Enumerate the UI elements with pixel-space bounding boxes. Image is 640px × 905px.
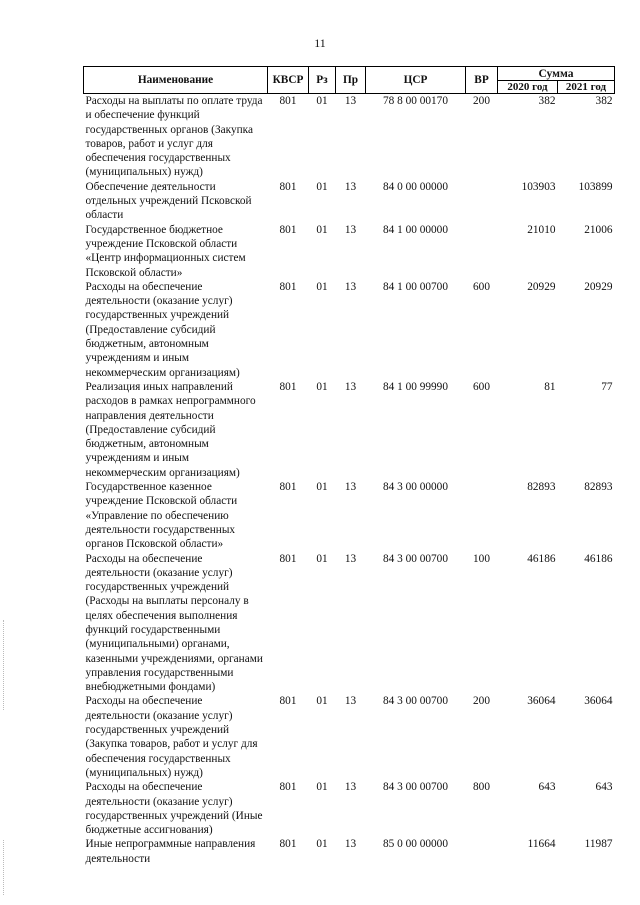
header-year-2021: 2021 год: [558, 81, 615, 94]
row-sum-2021: 103899: [578, 180, 613, 193]
row-kvsr: 801: [279, 380, 297, 393]
row-sum-2020: 36064: [527, 695, 556, 708]
header-csr: ЦСР: [366, 67, 466, 94]
row-pr: 13: [344, 552, 357, 565]
row-rz: 01: [316, 695, 328, 708]
row-sum-2020: 103903: [521, 180, 556, 193]
table-row: [84, 694, 615, 780]
row-rz: 01: [316, 223, 328, 236]
row-sum-2021: 46186: [584, 552, 613, 565]
row-csr: 85 0 00 00000: [383, 838, 448, 851]
row-vr: [466, 480, 498, 551]
row-sum-2021: 11987: [584, 838, 613, 851]
row-vr: 200: [473, 95, 490, 107]
row-kvsr: 801: [279, 481, 297, 494]
row-name: Расходы на обеспечение деятельности (оказание услуг) государственных учреждений (Закупка товаров, работ и услуг для обеспечения государственных (муниципальных) нужд): [85, 695, 258, 779]
table-row: [84, 223, 615, 280]
row-csr: 84 1 00 00000: [383, 223, 448, 236]
row-name: Расходы на обеспечение деятельности (оказание услуг) государственных учреждений (Предоставление субсидий бюджетным, автономным учреждениям и иным некоммерческим организациям): [85, 280, 240, 379]
row-rz: 01: [316, 481, 328, 494]
row-rz: 01: [316, 280, 328, 293]
row-kvsr: 801: [279, 180, 297, 193]
row-sum-2020: 11664: [527, 838, 556, 851]
row-sum-2020: 20929: [527, 280, 556, 293]
row-sum-2021: 77: [601, 380, 613, 393]
row-sum-2021: 21006: [584, 223, 613, 236]
row-vr: 200: [473, 695, 490, 708]
row-sum-2020: 21010: [527, 223, 556, 236]
scan-edge-mark: [3, 840, 5, 895]
row-vr: [466, 837, 498, 866]
row-rz: 01: [316, 781, 328, 794]
row-sum-2021: 82893: [584, 481, 613, 494]
row-vr: 600: [473, 380, 490, 393]
row-name: Государственное бюджетное учреждение Псковской области «Центр информационных систем Псковской области»: [85, 223, 246, 279]
page-number: 11: [314, 36, 326, 50]
row-sum-2020: 382: [538, 95, 556, 107]
row-csr: 84 3 00 00700: [383, 695, 448, 708]
row-csr: 78 8 00 00170: [383, 95, 448, 107]
row-rz: 01: [316, 838, 328, 851]
row-sum-2021: 20929: [584, 280, 613, 293]
header-name: Наименование: [84, 67, 268, 94]
table-body: [84, 94, 615, 867]
header-pr: Пр: [336, 67, 366, 94]
table-row: [84, 552, 615, 695]
row-pr: 13: [344, 380, 357, 393]
row-kvsr: 801: [279, 95, 297, 107]
row-vr: 100: [473, 552, 490, 565]
row-rz: 01: [316, 180, 328, 193]
row-pr: 13: [344, 95, 357, 107]
row-csr: 84 3 00 00700: [383, 552, 448, 565]
row-pr: 13: [344, 280, 357, 293]
row-sum-2021: 36064: [584, 695, 613, 708]
header-year-2020: 2020 год: [498, 81, 558, 94]
row-sum-2020: 81: [544, 380, 556, 393]
row-kvsr: 801: [279, 552, 297, 565]
table-row: [84, 837, 615, 866]
budget-table: [83, 66, 615, 866]
row-pr: 13: [344, 781, 357, 794]
row-kvsr: 801: [279, 280, 297, 293]
table-row: [84, 94, 615, 180]
row-name: Государственное казенное учреждение Псковской области «Управление по обеспечению деятельности государственных органов Псковской области»: [85, 481, 238, 551]
row-rz: 01: [316, 95, 328, 107]
table-header: [84, 67, 615, 94]
row-rz: 01: [316, 552, 328, 565]
row-kvsr: 801: [279, 781, 297, 794]
row-name: Иные непрограммные направления деятельности: [85, 838, 256, 865]
table-row: [84, 780, 615, 837]
row-sum-2020: 82893: [527, 481, 556, 494]
row-pr: 13: [344, 180, 357, 193]
row-name: Расходы на выплаты по оплате труда и обеспечение функций государственных органов (Закупка товаров, работ и услуг для обеспечения государственных (муниципальных) нужд): [85, 95, 263, 179]
header-sum: Сумма: [498, 67, 615, 81]
row-csr: 84 1 00 99990: [383, 380, 448, 393]
row-pr: 13: [344, 223, 357, 236]
row-pr: 13: [344, 695, 357, 708]
table-row: [84, 480, 615, 551]
row-kvsr: 801: [279, 223, 297, 236]
row-pr: 13: [344, 481, 357, 494]
table-row: [84, 380, 615, 480]
row-name: Обеспечение деятельности отдельных учреждений Псковской области: [85, 180, 252, 222]
row-vr: [466, 180, 498, 223]
header-vr: ВР: [466, 67, 498, 94]
header-kvsr: КВСР: [268, 67, 309, 94]
row-rz: 01: [316, 380, 328, 393]
row-sum-2020: 46186: [527, 552, 556, 565]
table-row: [84, 180, 615, 223]
row-name: Реализация иных направлений расходов в рамках непрограммного направления деятельности (Предоставление субсидий бюджетным, автономным учреждениям и иным некоммерческим организациям): [85, 380, 256, 479]
row-csr: 84 3 00 00000: [383, 481, 448, 494]
table-row: [84, 280, 615, 380]
row-kvsr: 801: [279, 838, 297, 851]
row-sum-2020: 643: [538, 781, 556, 794]
row-pr: 13: [344, 838, 357, 851]
row-name: Расходы на обеспечение деятельности (оказание услуг) государственных учреждений (Расходы на выплаты персоналу в целях обеспечения выполнения функций государственными (муниципальными) органами, казенными учреждениями, органами управления государственными внебюджетными фондами): [85, 552, 263, 694]
row-vr: [466, 223, 498, 280]
row-csr: 84 3 00 00700: [383, 781, 448, 794]
row-csr: 84 0 00 00000: [383, 180, 448, 193]
header-rz: Рз: [309, 67, 336, 94]
row-sum-2021: 382: [595, 95, 613, 107]
row-sum-2021: 643: [595, 781, 613, 794]
row-vr: 800: [473, 781, 490, 794]
row-csr: 84 1 00 00700: [383, 280, 448, 293]
scan-edge-mark: [3, 620, 5, 710]
row-name: Расходы на обеспечение деятельности (оказание услуг) государственных учреждений (Иные бюджетные ассигнования): [85, 781, 263, 837]
row-vr: 600: [473, 280, 490, 293]
row-kvsr: 801: [279, 695, 297, 708]
